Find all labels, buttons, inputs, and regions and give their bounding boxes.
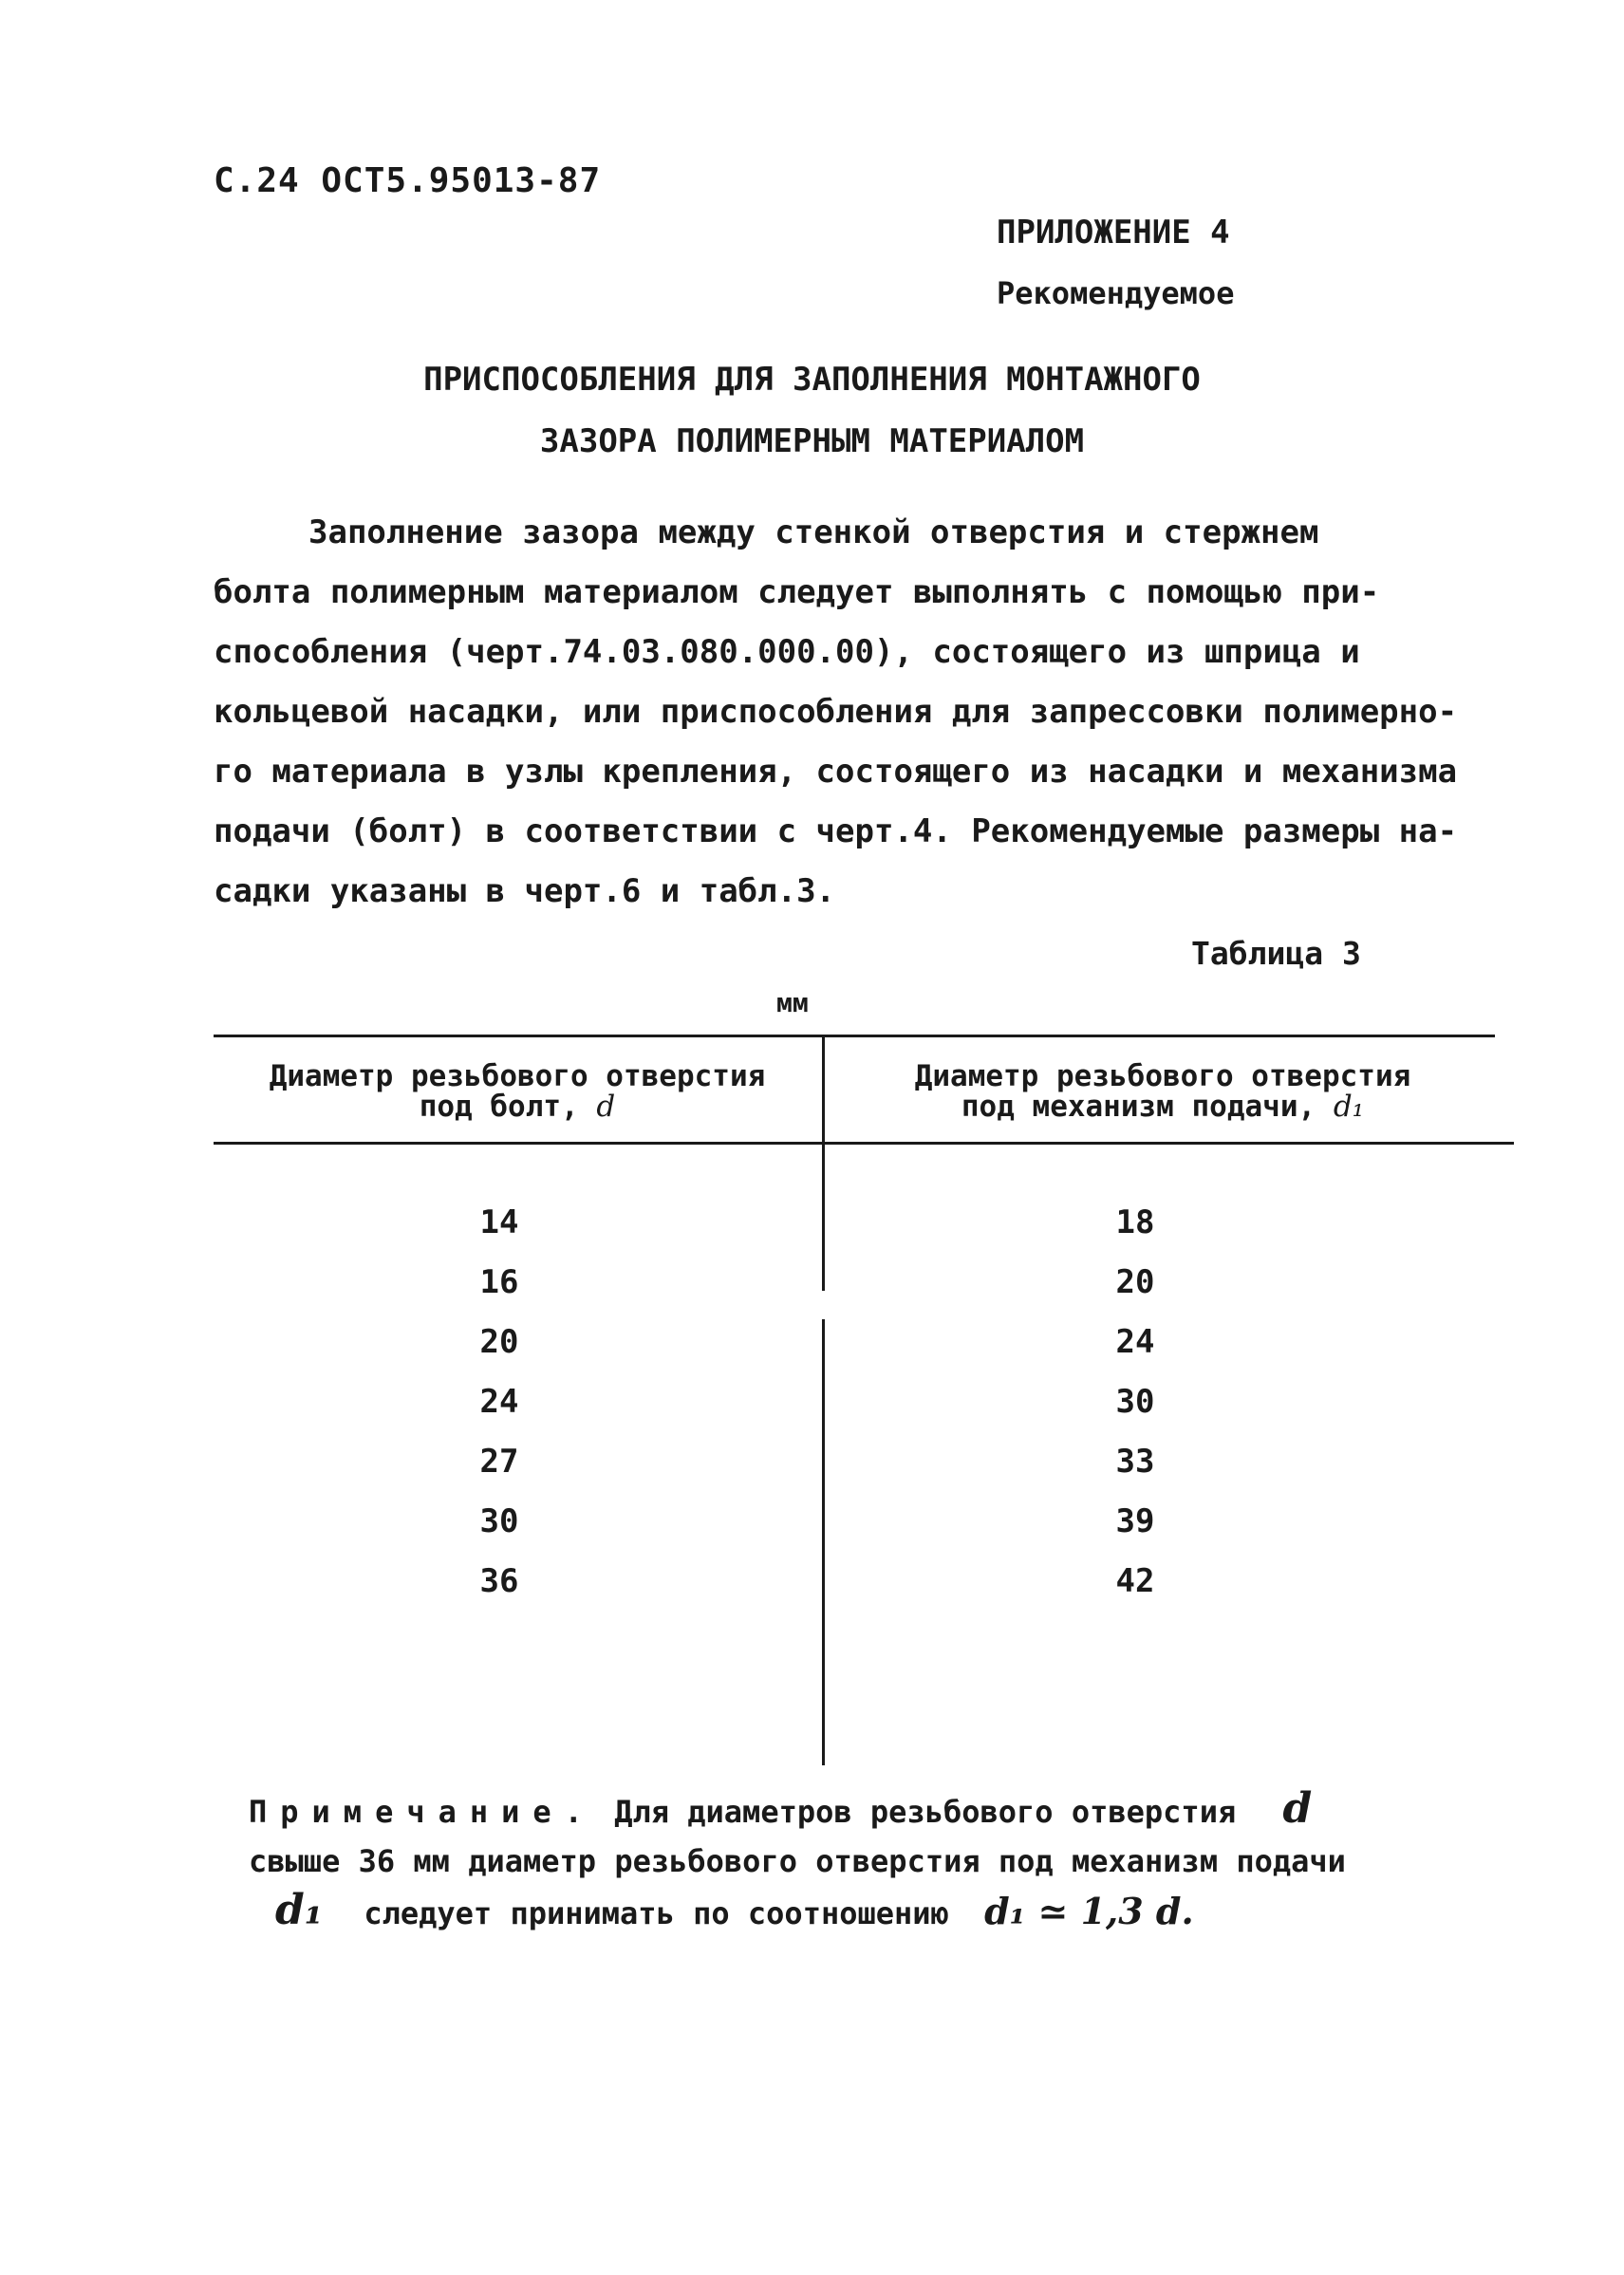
table-cell-d1: 30 [1115,1383,1155,1421]
table-cell-d1: 20 [1115,1263,1155,1301]
table-cell-d: 27 [479,1443,519,1481]
table-column-divider [822,1319,825,1765]
column-header-line: Диаметр резьбового отверстия [914,1059,1411,1093]
note-text: следует принимать по соотношению [364,1895,949,1931]
section-title-line-2: ЗАЗОРА ПОЛИМЕРНЫМ МАТЕРИАЛОМ [539,422,1085,460]
paragraph-line: кольцевой насадки, или приспособления для запрессовки полимерно- [214,693,1458,731]
table-cell-d1: 24 [1115,1323,1155,1361]
symbol-d1: d₁ [275,1886,324,1934]
table-cell-d1: 33 [1115,1443,1155,1481]
column-header-feed-mechanism-hole [854,1061,1471,1122]
column-header-bolt-hole [228,1061,807,1122]
column-header-line [228,1091,807,1122]
column-header-line: Диаметр резьбового отверстия [269,1059,766,1093]
table-units: мм [776,987,809,1018]
symbol-d: d [596,1090,616,1124]
column-header-text: под болт, [419,1090,579,1124]
table-cell-d1: 42 [1115,1562,1155,1600]
note-line: свыше 36 мм диаметр резьбового отверстия под механизм подачи [249,1843,1346,1879]
paragraph-line: подачи (болт) в соответствии с черт.4. Рекомендуемые размеры на- [214,812,1458,850]
table-cell-d: 16 [479,1263,519,1301]
note-line [249,1784,1346,1837]
table-note [249,1784,1346,1938]
appendix-status: Рекомендуемое [997,275,1235,311]
column-header-text: под механизм подачи, [961,1090,1316,1124]
paragraph-line: Заполнение зазора между стенкой отверстия и стержнем [308,513,1319,551]
page-reference: С.24 ОСТ5.95013-87 [214,161,602,200]
table-cell-d1: 39 [1115,1502,1155,1540]
table-cell-d: 24 [479,1383,519,1421]
table-header-rule [214,1142,1514,1145]
body-paragraph [214,503,1458,922]
note-line [249,1886,1346,1938]
paragraph-line: болта полимерным материалом следует выполнять с помощью при- [214,573,1380,611]
table-cell-d1: 18 [1115,1203,1155,1241]
table-cell-d: 14 [479,1203,519,1241]
formula: d₁ ≃ 1,3 d. [984,1890,1194,1932]
symbol-d1: d₁ [1333,1090,1365,1124]
appendix-label: ПРИЛОЖЕНИЕ 4 [997,214,1230,252]
table-top-rule [214,1035,1495,1037]
column-header-line [854,1091,1471,1122]
section-title-line-1: ПРИСПОСОБЛЕНИЯ ДЛЯ ЗАПОЛНЕНИЯ МОНТАЖНОГО [423,361,1201,399]
table-cell-d: 30 [479,1502,519,1540]
symbol-d: d [1282,1784,1313,1833]
table-cell-d: 36 [479,1562,519,1600]
note-label: Примечание. [249,1794,596,1830]
note-text: Для диаметров резьбового отверстия [614,1794,1237,1830]
table-caption: Таблица 3 [1191,935,1361,972]
paragraph-line: го материала в узлы крепления, состоящего из насадки и механизма [214,753,1458,791]
paragraph-line: способления (черт.74.03.080.000.00), состоящего из шприца и [214,633,1360,671]
paragraph-line: садки указаны в черт.6 и табл.3. [214,872,836,910]
table-column-divider [822,1036,825,1291]
table-cell-d: 20 [479,1323,519,1361]
